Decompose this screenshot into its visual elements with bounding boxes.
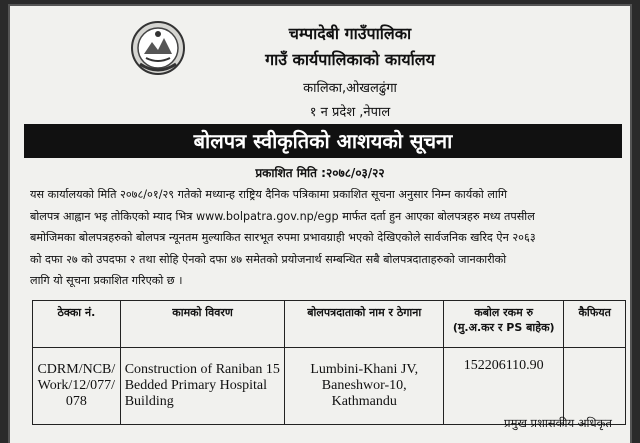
header-amount: [444, 301, 564, 348]
body-line: बोलपत्र आह्वान भइ तोकिएको म्याद भित्र www.bolpatra.gov.np/egp मार्फत दर्ता हुन आएका बोलपत्रहरु मध्य तपसील: [30, 209, 535, 223]
header-bidder: बोलपत्रदाताको नाम र ठेगाना: [285, 301, 444, 348]
table-row: [33, 348, 626, 425]
office-name: गाउँ कार्यपालिकाको कार्यालय: [265, 50, 435, 69]
header-amount-sub: (मु.अ.कर र PS बाहेक): [452, 321, 555, 334]
header-description: कामको विवरण: [120, 301, 285, 348]
table-header-row: [33, 301, 626, 348]
body-line: यस कार्यालयको मिति २०७८/०१/२९ गतेको मध्यान्ह राष्ट्रिय दैनिक पत्रिकामा प्रकाशित सूचना अनुसार निम्न कार्यको लागि: [30, 188, 508, 201]
municipality-name: चम्पादेबी गाउँपालिका: [288, 24, 412, 43]
cell-amount: 152206110.90: [444, 348, 564, 425]
signoff-title: प्रमुख प्रशासकीय अधिकृत: [504, 416, 612, 430]
header-amount-label: कबोल रकम रु: [474, 306, 534, 319]
cell-bidder: Lumbini-Khani JV, Baneshwor-10, Kathmandu: [285, 348, 444, 425]
notice-body: [30, 184, 620, 292]
cell-contract-no: CDRM/NCB/ Work/12/077/ 078: [33, 348, 121, 425]
tender-table: [32, 300, 626, 425]
body-line: बमोजिमका बोलपत्रहरुको बोलपत्र न्यूनतम मुल्याकित सारभूत रुपमा प्रभावग्राही भएको देखिएकोले सार्वजनिक खरिद ऐन २०६३: [30, 231, 536, 244]
cell-description: Construction of Raniban 15 Bedded Primary Hospital Building: [120, 348, 285, 425]
body-line: को दफा २७ को उपदफा २ तथा सोहि ऐनको दफा ४७ समेतको प्रयोजनार्थ सम्बन्धित सबै बोलपत्रदाताहरुको जानकारीको: [30, 252, 507, 266]
notice-document: [8, 4, 632, 443]
header-remarks: कैफियत: [564, 301, 626, 348]
header-contract-no: ठेक्का नं.: [33, 301, 121, 348]
notice-title-banner: बोलपत्र स्वीकृतिको आशयको सूचना: [24, 124, 622, 158]
body-line: लागि यो सूचना प्रकाशित गरिएको छ ।: [30, 274, 183, 287]
office-province: १ न प्रदेश ,नेपाल: [309, 105, 391, 120]
cell-remarks: [564, 348, 626, 425]
office-location: कालिका,ओखलढुंगा: [303, 81, 397, 96]
published-date: प्रकाशित मिति :२०७८/०३/२२: [255, 166, 385, 180]
